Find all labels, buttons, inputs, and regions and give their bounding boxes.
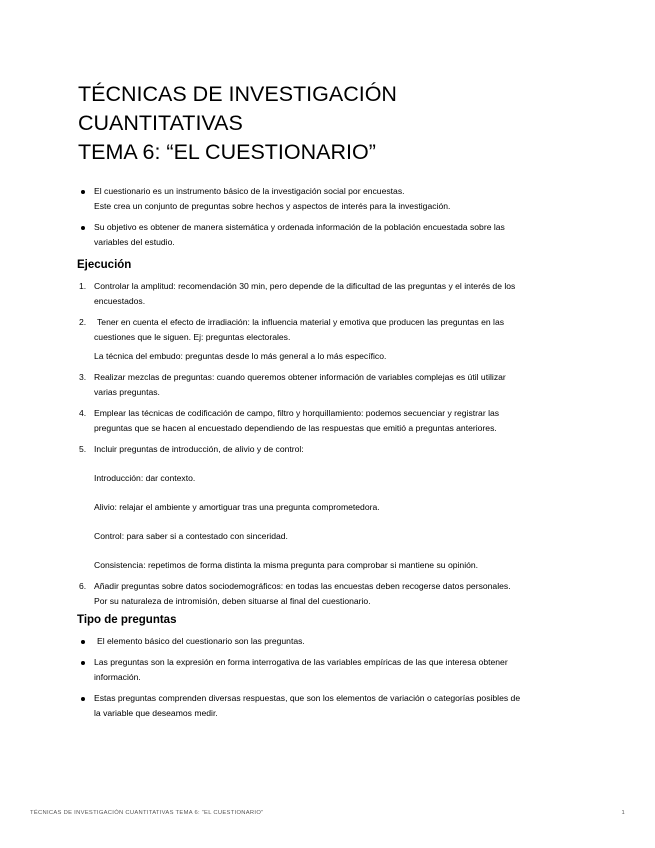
intro-list	[0, 184, 655, 250]
sub-item: Introducción: dar contexto.	[94, 473, 196, 483]
section-heading-ejecucion: Ejecución	[77, 259, 132, 271]
bullet-icon	[81, 640, 85, 644]
ejecucion-list	[0, 279, 655, 609]
list-item: 6. Añadir preguntas sobre datos sociodemográficos: en todas las encuestas deben recogerse datos personales. Por su naturaleza de intromisión, deben situarse al final del cuestionario.	[79, 581, 511, 606]
sub-item: Consistencia: repetimos de forma distinta la misma pregunta para comprobar si mantiene su opinión.	[94, 560, 479, 570]
item-number: 3.	[79, 372, 87, 382]
bullet-icon	[81, 697, 85, 701]
list-item: Las preguntas son la expresión en forma interrogativa de las variables empíricas de las que interesa obtener información.	[0, 655, 584, 685]
item-number: 2.	[79, 317, 87, 327]
bullet-icon	[81, 661, 85, 665]
list-item: 2. Tener en cuenta el efecto de irradiación: la influencia material y emotiva que producen las preguntas en las cuestiones que le siguen. Ej: preguntas electorales. La técnica del embudo: preguntas desde lo más general a lo más específico.	[79, 317, 505, 361]
bullet-icon	[81, 226, 85, 230]
list-item: 5. Incluir preguntas de introducción, de alivio y de control: Introducción: dar contexto. Alivio: relajar el ambiente y amortiguar tras una pregunta comprometedora. Control: para saber si a contestado con sinceridad. Consistencia: repetimos de forma distinta la misma pregunta para comprobar si mantiene su opinión.	[0, 442, 584, 573]
bullet-icon	[81, 190, 85, 194]
list-item: El elemento básico del cuestionario son las preguntas.	[0, 634, 584, 649]
tipo-list	[0, 634, 655, 721]
list-item: 1. Controlar la amplitud: recomendación 30 min, pero depende de la dificultad de las preguntas y el interés de los encuestados.	[79, 281, 516, 306]
item-number: 6.	[79, 581, 87, 591]
page-number: 1	[621, 810, 625, 816]
list-item: 4. Emplear las técnicas de codificación de campo, filtro y horquillamiento: podemos secuenciar y registrar las preguntas que se hacen al encuestado dependiendo de las respuestas que emitió a preguntas anteriores.	[79, 408, 500, 433]
list-item: El cuestionario es un instrumento básico de la investigación social por encuestas. Este crea un conjunto de preguntas sobre hechos y aspectos de interés para la investigación.	[0, 184, 584, 214]
list-item: Su objetivo es obtener de manera sistemática y ordenada información de la población encuestada sobre las variables del estudio.	[0, 220, 584, 250]
document-title	[78, 80, 598, 167]
title-line-1: TÉCNICAS DE INVESTIGACIÓN	[78, 82, 397, 106]
page-footer	[30, 810, 625, 816]
sub-item: Alivio: relajar el ambiente y amortiguar tras una pregunta comprometedora.	[94, 502, 380, 512]
title-line-3: TEMA 6: “EL CUESTIONARIO”	[78, 140, 376, 164]
title-line-2: CUANTITATIVAS	[78, 111, 243, 135]
section-heading-tipo: Tipo de preguntas	[77, 614, 177, 626]
item-number: 1.	[79, 281, 87, 291]
footer-text: TÉCNICAS DE INVESTIGACIÓN CUANTITATIVAS TEMA 6: “EL CUESTIONARIO”	[30, 810, 264, 816]
sub-item: Control: para saber si a contestado con sinceridad.	[94, 531, 288, 541]
item-number: 5.	[79, 444, 87, 454]
list-item: 3. Realizar mezclas de preguntas: cuando queremos obtener información de variables complejas es útil utilizar varias preguntas.	[79, 372, 506, 397]
item-number: 4.	[79, 408, 87, 418]
list-item: Estas preguntas comprenden diversas respuestas, que son los elementos de variación o categorías posibles de la variable que deseamos medir.	[0, 691, 584, 721]
